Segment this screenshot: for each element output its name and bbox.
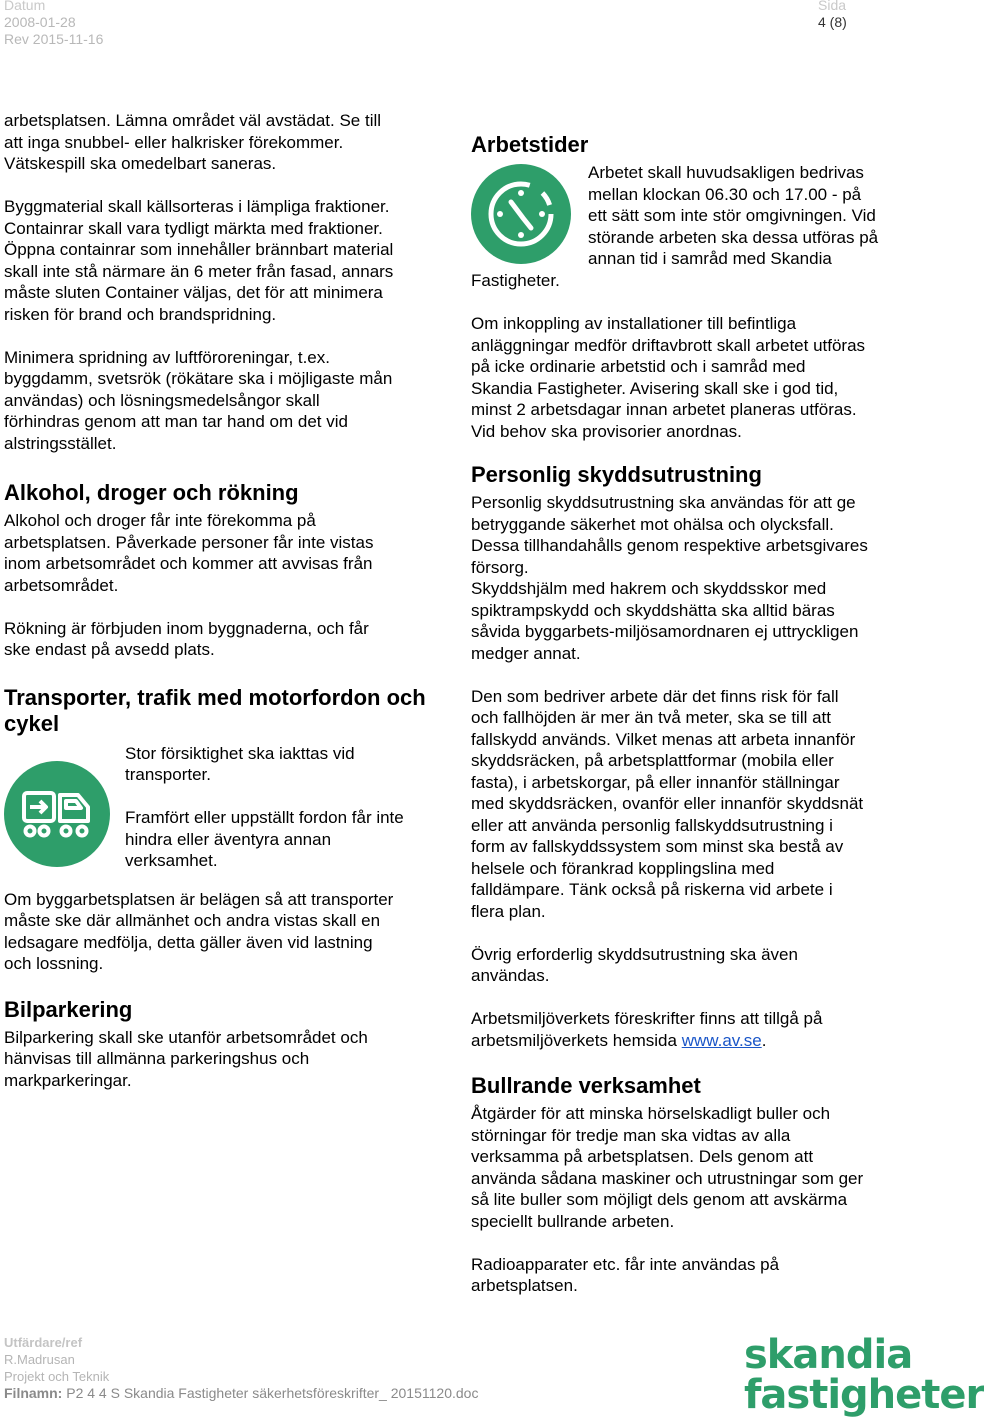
section-title-ppe: Personlig skyddsutrustning [471, 462, 762, 487]
text-line: måste sluten Container väljas, det för att minimera [4, 283, 383, 302]
text-line: att inga snubbel- eller halkrisker förekommer. [4, 132, 344, 152]
text-line: Vid behov ska provisorier anordnas. [471, 421, 742, 441]
paragraph [471, 313, 941, 442]
section-title-transport [4, 685, 444, 737]
text-line: Om inkoppling av installationer till befintliga [471, 314, 797, 333]
text-line: medger annat. [471, 643, 581, 663]
text-line: eller att använda personlig fallskyddsutrustning i [471, 815, 833, 835]
issuer-label: Utfärdare/ref [4, 1335, 83, 1350]
paragraph [471, 1008, 941, 1051]
paragraph [125, 807, 445, 872]
text-line: Den som bedriver arbete där det finns risk för fall [471, 686, 839, 706]
transport-block [4, 741, 444, 889]
paragraph [588, 162, 938, 270]
text-line: hänvisas till allmänna parkeringshus och [4, 1049, 310, 1068]
text-line: användas. [471, 966, 550, 985]
text-line: helsele och förankrad kopplingslina med [471, 858, 775, 878]
page-label: Sida [818, 0, 847, 13]
text-line: störande arbeten ska dessa utföras på [588, 227, 879, 247]
text-line: försorg. [471, 557, 529, 577]
text-line: Byggmaterial skall källsorteras i lämpliga fraktioner. [4, 197, 390, 216]
paragraph [4, 618, 444, 661]
section-title-noise: Bullrande verksamhet [471, 1073, 701, 1098]
text-line: Alkohol och droger får inte förekomma på [4, 511, 316, 530]
text-line: Skandia Fastigheter. Avisering skall ske i god tid, [471, 378, 839, 398]
text-line: ske endast på avsedd plats. [4, 640, 215, 659]
text-line: verksamhet. [125, 851, 218, 870]
right-column [471, 132, 941, 1297]
text-line: Arbetet skall huvudsakligen bedrivas [588, 163, 864, 182]
paragraph [4, 110, 444, 175]
text-line: Dessa tillhandahålls genom respektive arbetsgivares [471, 536, 868, 555]
text-line: användas) och lösningsmedelsångor skall [4, 390, 320, 410]
text-line: fasta), i arbetskorgar, på eller innanför ställningar [471, 772, 840, 792]
revision: Rev 2015-11-16 [4, 31, 104, 47]
text-line: arbetsområdet. [4, 575, 119, 595]
text: Arbetsmiljöverkets föreskrifter finns att tillgå på [471, 1009, 823, 1028]
text-line: Åtgärder för att minska hörselskadligt buller och [471, 1104, 831, 1123]
skandia-fastigheter-logo [744, 1332, 984, 1418]
text-line: Stor försiktighet ska iakttas vid [125, 743, 355, 763]
date-label: Datum [4, 0, 46, 13]
text-line: Containrar skall vara tydligt märkta med fraktioner. [4, 218, 383, 238]
text-line: falldämpare. Tänk också på riskerna vid arbete i [471, 880, 833, 899]
text-line: Skyddshjälm med hakrem och skyddsskor med [471, 579, 827, 598]
paragraph [471, 1254, 941, 1297]
logo-line1: skandia [744, 1332, 913, 1378]
text-line: arbetsplatsen. Påverkade personer får inte vistas [4, 532, 374, 552]
text-line: transporter. [125, 765, 211, 784]
text-line: Om byggarbetsplatsen är belägen så att transporter [4, 889, 394, 909]
text-line: och fallhöjden är mer än två meter, ska se till att [471, 708, 832, 727]
text-line: Öppna containrar som innehåller brännbart material [4, 240, 394, 259]
text-line: markparkeringar. [4, 1070, 132, 1090]
text-line: fallskydd används. Vilket menas att arbeta innanför [471, 729, 856, 749]
page-number: 4 (8) [818, 14, 847, 30]
footer [4, 1334, 478, 1402]
truck-icon [4, 761, 110, 867]
paragraph [4, 510, 444, 596]
section-title-parking: Bilparkering [4, 996, 133, 1022]
paragraph [4, 196, 444, 325]
filename-label: Filnamn: [4, 1385, 63, 1401]
text: . [761, 1030, 767, 1050]
left-column [4, 110, 444, 1091]
text-line: Transporter, trafik med motorfordon och [4, 684, 426, 710]
paragraph [471, 686, 941, 923]
paragraph [4, 1027, 444, 1092]
text-line: minst 2 arbetsdagar innan arbetet planeras utföras. [471, 400, 857, 419]
text-line: störningar för tredje man ska vidtas av alla [471, 1125, 791, 1145]
text-line: Rökning är förbjuden inom byggnaderna, och får [4, 618, 369, 638]
paragraph [471, 1103, 941, 1232]
text-line: Framfört eller uppställt fordon får inte [125, 808, 404, 827]
header-right [818, 0, 847, 31]
logo-line2: fastigheter [744, 1372, 984, 1418]
filename [4, 1385, 478, 1402]
text-line: och lossning. [4, 954, 104, 973]
text-line: verksamma på arbetsplatsen. Dels genom att [471, 1147, 814, 1166]
text-line: speciellt bullrande arbeten. [471, 1211, 675, 1231]
paragraph [125, 743, 445, 786]
text-line: förhindras genom att man tar hand om det vid [4, 412, 348, 431]
department: Projekt och Teknik [4, 1369, 110, 1384]
text-line: på icke ordinarie arbetstid och i samråd med [471, 357, 806, 376]
text-line: anläggningar medför driftavbrott skall arbetet utföras [471, 335, 866, 355]
text-line: skall inte stå närmare än 6 meter från fasad, annars [4, 261, 394, 281]
text-line: ledsagare medfölja, detta gäller även vid lastning [4, 932, 373, 952]
text-line: Personlig skyddsutrustning ska användas för att ge [471, 493, 856, 512]
text-line: arbetsplatsen. Lämna området väl avstädat. Se till [4, 111, 382, 130]
text-line: Radioapparater etc. får inte användas på [471, 1254, 780, 1274]
av-link[interactable]: www.av.se [681, 1030, 762, 1050]
header-left [4, 0, 103, 48]
text-line: flera plan. [471, 901, 546, 921]
text-line: använda sådana maskiner och utrustningar som ger [471, 1168, 864, 1188]
text-line: alstringsstället. [4, 433, 117, 453]
paragraph [4, 889, 444, 975]
text: arbetsmiljöverkets hemsida [471, 1030, 682, 1050]
text-line: ett sätt som inte stör omgivningen. Vid [588, 206, 876, 225]
clock-icon [471, 164, 571, 264]
paragraph: Fastigheter. [471, 271, 560, 290]
text-line: måste ske där allmänhet och andra vistas skall en [4, 911, 381, 930]
text-line: skyddsräcken, på arbetsplattformar (mobila eller [471, 751, 834, 770]
date: 2008-01-28 [4, 14, 76, 30]
text-line: arbetsplatsen. [471, 1276, 578, 1295]
text-line: form av fallskyddssystem som minst ska bestå av [471, 837, 844, 856]
text-line: Övrig erforderlig skyddsutrustning ska även [471, 944, 798, 964]
section-title-worktime: Arbetstider [471, 132, 589, 157]
paragraph [471, 492, 941, 664]
text-line: hindra eller äventyra annan [125, 829, 332, 849]
text-line: Bilparkering skall ske utanför arbetsområdet och [4, 1027, 368, 1047]
text-line: byggdamm, svetsrök (rökätare ska i möjligaste mån [4, 369, 393, 388]
text-line: Vätskespill ska omedelbart saneras. [4, 154, 277, 173]
issuer: R.Madrusan [4, 1352, 75, 1367]
text-line: mellan klockan 06.30 och 17.00 - på [588, 184, 862, 204]
text-line: inom arbetsområdet och kommer att avvisas från [4, 554, 373, 573]
paragraph [471, 944, 941, 987]
section-title-alcohol: Alkohol, droger och rökning [4, 480, 299, 505]
paragraph [4, 347, 444, 455]
filename-value: P2 4 4 S Skandia Fastigheter säkerhetsföreskrifter_ 20151120.doc [62, 1385, 479, 1401]
text-line: såvida byggarbets-miljösamordnaren ej uttryckligen [471, 622, 859, 641]
text-line: cykel [4, 710, 60, 736]
text-line: risken för brand och brandspridning. [4, 304, 277, 324]
text-line: med skyddsräcken, ovanför eller innanför skyddsnät [471, 794, 864, 813]
worktime-block [471, 162, 941, 270]
text-line: spiktrampskydd och skyddshätta ska alltid bäras [471, 600, 835, 620]
text-line: annan tid i samråd med Skandia [588, 249, 832, 268]
text-line: betryggande säkerhet mot ohälsa och olycksfall. [471, 514, 834, 534]
text-line: så lite buller som möjligt dels genom att avskärma [471, 1190, 848, 1209]
text-line: Minimera spridning av luftföroreningar, t.ex. [4, 347, 330, 367]
